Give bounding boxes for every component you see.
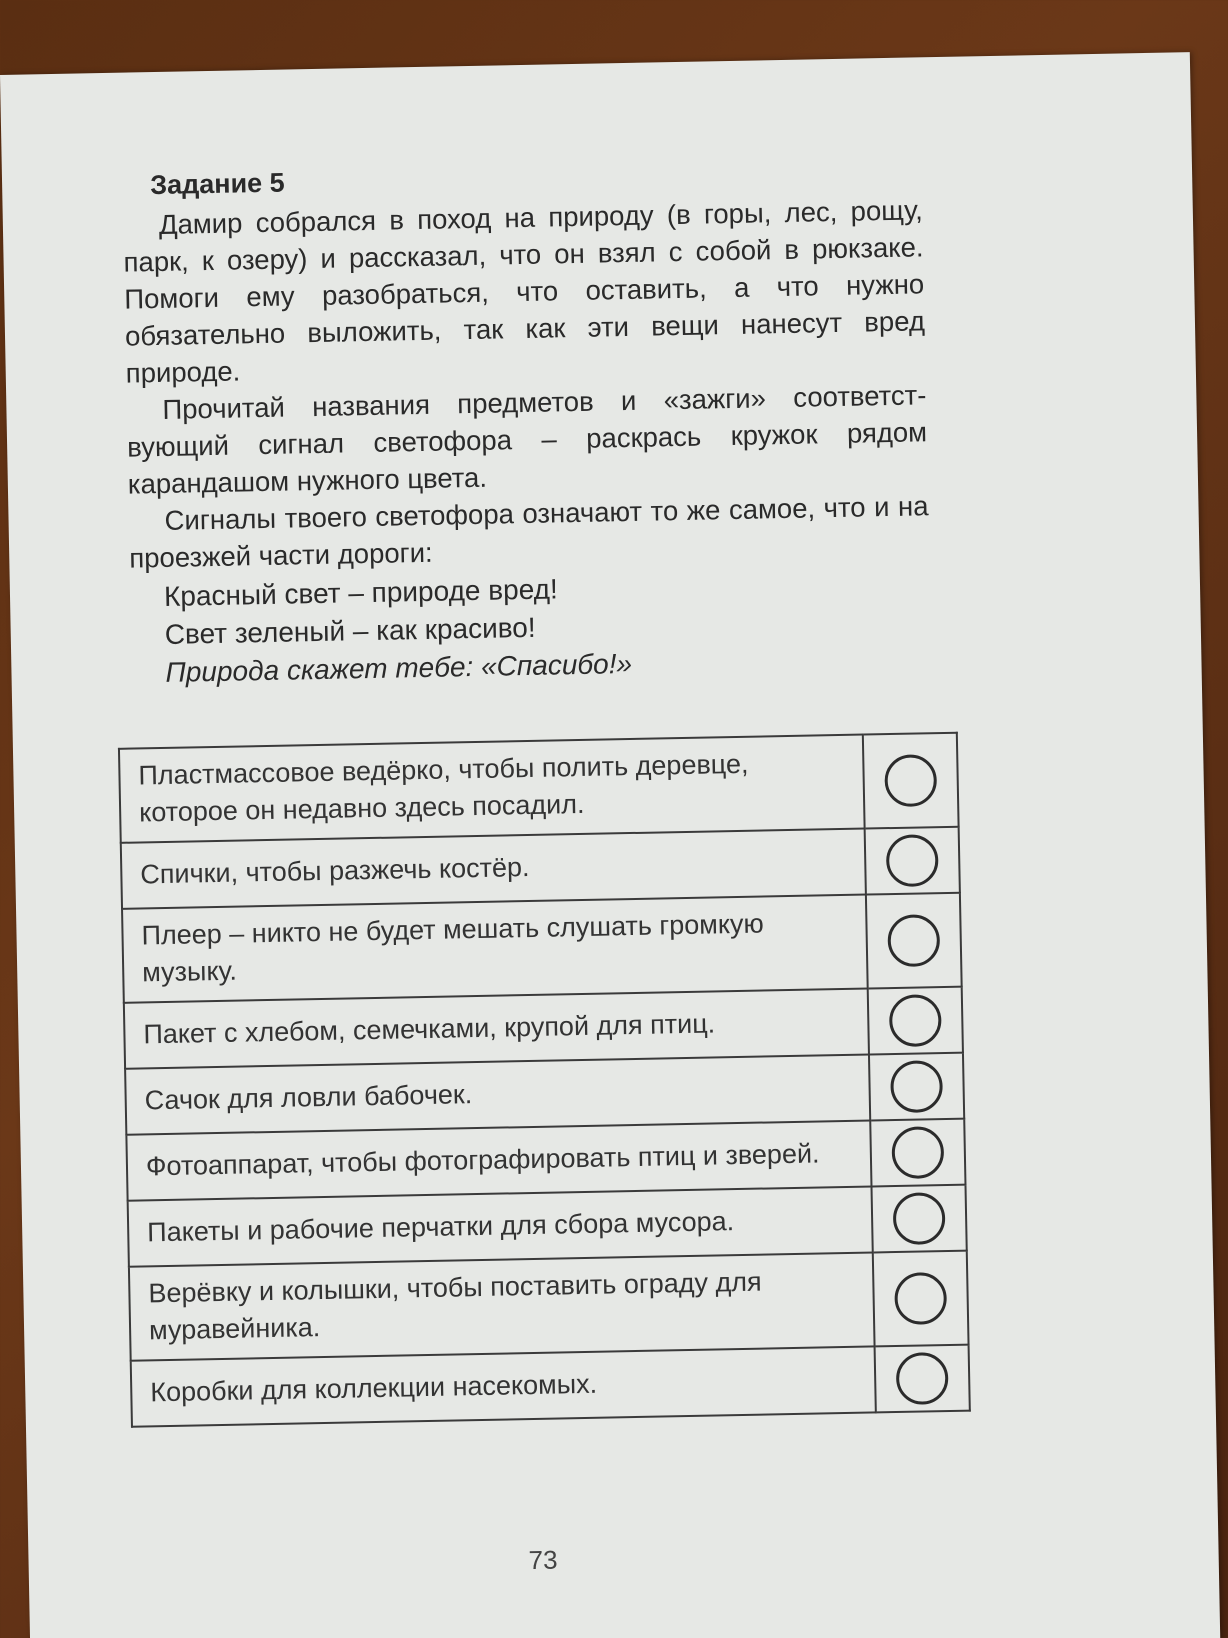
poem-line-2: Свет зеленый – как красиво! (164, 611, 536, 650)
task-content (122, 152, 932, 1407)
book-page (0, 52, 1220, 1638)
task-paragraph-2: Прочитай названия предметов и «зажги» соответст-вующий сигнал светофора – раскрась кружок рядом карандашом нужного цвета. (126, 379, 928, 500)
item-text: Пакет с хлебом, семечками, крупой для птиц. (124, 989, 869, 1069)
items-table (118, 732, 971, 1428)
item-text: Сачок для ловли бабочек. (125, 1054, 870, 1134)
task-paragraph-3: Сигналы твоего светофора означают то же самое, что и на проезжей части дороги: (129, 490, 929, 574)
color-circle[interactable] (894, 1272, 947, 1325)
page-number: 73 (528, 1544, 558, 1576)
color-circle[interactable] (891, 1126, 944, 1179)
color-circle[interactable] (889, 994, 942, 1047)
item-text: Спички, чтобы разжечь костёр. (121, 829, 866, 909)
poem (164, 563, 932, 692)
table-row (129, 1251, 969, 1361)
poem-line-3: Природа скажет тебе: «Спасибо!» (165, 647, 633, 688)
item-text: Пакеты и рабочие перчатки для сбора мусора. (128, 1186, 873, 1266)
table-row (119, 733, 959, 843)
item-text: Фотоаппарат, чтобы фотографировать птиц и зверей. (126, 1120, 871, 1200)
color-circle[interactable] (893, 1192, 946, 1245)
color-circle[interactable] (896, 1352, 949, 1405)
item-text: Плеер – никто не будет мешать слушать громкую музыку. (122, 895, 868, 1003)
item-text: Пластмассовое ведёрко, чтобы полить деревце, которое он недавно здесь посадил. (119, 735, 865, 843)
task-title: Задание 5 (149, 167, 285, 201)
color-circle[interactable] (890, 1060, 943, 1113)
color-circle[interactable] (884, 754, 937, 807)
color-circle[interactable] (886, 834, 939, 887)
task-paragraph-1: Дамир собрался в поход на природу (в горы, лес, рощу, парк, к озеру) и рассказал, что он взял с собой в рюкзаке. Помоги ему разобраться, что оставить, а что нужно обязательно выложить, так как эти вещи нанесут вред природе. (123, 194, 926, 389)
item-text: Коробки для коллекции насекомых. (131, 1346, 876, 1426)
item-text: Верёвку и колышки, чтобы поставить ограду для муравейника. (129, 1252, 875, 1360)
table-row (122, 893, 962, 1003)
poem-line-1: Красный свет – природе вред! (163, 573, 559, 612)
color-circle[interactable] (887, 914, 940, 967)
